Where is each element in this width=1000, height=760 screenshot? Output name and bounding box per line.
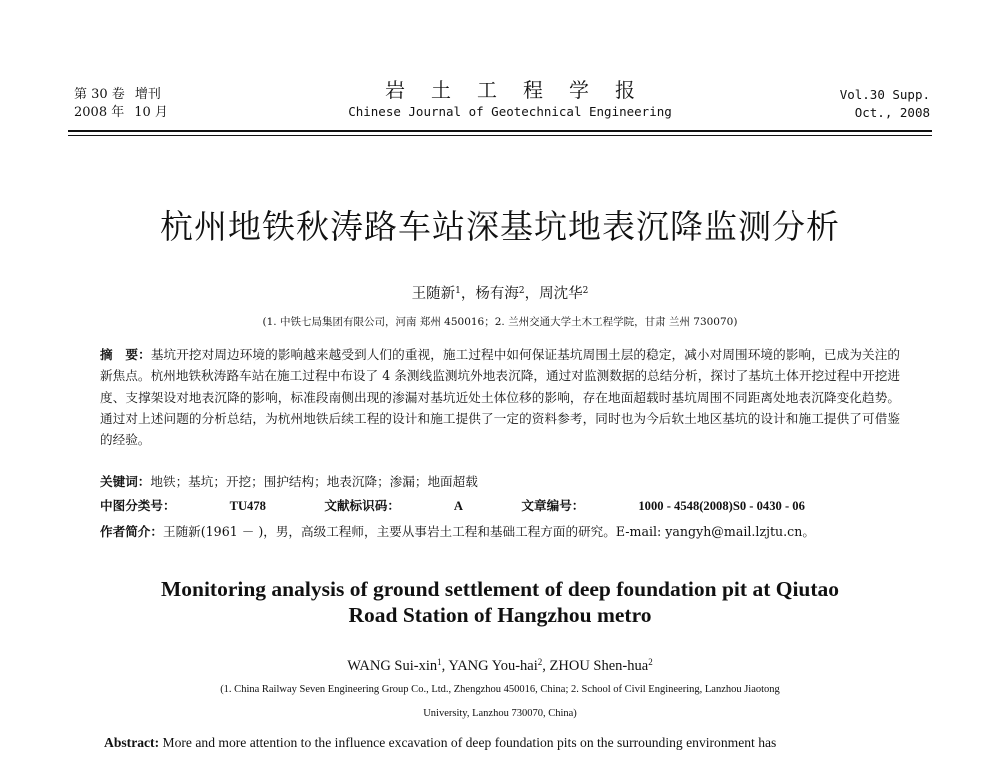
- paper-title-en-line1: Monitoring analysis of ground settlement of deep foundation pit at Qiutao: [160, 577, 840, 601]
- author-affil-mark-en: 1: [437, 657, 442, 668]
- classification-line: [100, 496, 900, 516]
- author-separator-en: ,: [542, 658, 550, 674]
- paper-title-en: [90, 576, 910, 628]
- author-affil-mark: 2: [582, 286, 589, 297]
- author-name: 周沈华: [539, 286, 583, 302]
- affiliation-zh: (1. 中铁七局集团有限公司，河南 郑州 450016；2. 兰州交通大学土木工程学院，甘肃 兰州 730070): [262, 316, 738, 328]
- header-rule-thin: [68, 135, 932, 136]
- header-left: [74, 86, 168, 122]
- author-separator: ，: [460, 286, 476, 302]
- author-name-en: ZHOU Shen-hua: [549, 658, 649, 674]
- authors-en: [0, 656, 1000, 676]
- author-affil-mark: 2: [518, 286, 525, 297]
- supp-zh: 增刊: [134, 87, 161, 102]
- abstract-zh: [100, 344, 900, 450]
- author-name: 杨有海: [475, 286, 519, 302]
- abstract-text-en: More and more attention to the influence excavation of deep foundation pits on the surrounding environment has: [159, 735, 777, 750]
- affiliation-en-line1: (1. China Railway Seven Engineering Group Co., Ltd., Zhengzhou 450016, China; 2. School of Civil Engineering, Lanzhou Jiaotong: [220, 684, 780, 695]
- author-name-en: WANG Sui-xin: [347, 658, 438, 674]
- journal-name-en: Chinese Journal of Geotechnical Engineering: [348, 104, 672, 119]
- clc-label: 中图分类号：: [100, 498, 176, 513]
- abstract-text-zh: 基坑开挖对周边环境的影响越来越受到人们的重视，施工过程中如何保证基坑周围土层的稳定，减小对周围环境的影响，已成为关注的新焦点。杭州地铁秋涛路车站在施工过程中布设了 4 条测线监测坑外地表沉降，通过对监测数据的总结分析，探讨了基坑土体开挖过程中开挖进度、支撑架设对地表沉降的影响，标准段南侧出现的渗漏对基坑近处土体位移的影响，存在地面超载时基坑周围不同距离处地表沉降变化趋势。通过对上述问题的分析总结，为杭州地铁后续工程的设计和施工提供了一定的资料参考，同时也为今后软土地区基坑的设计和施工提供了可借鉴的经验。: [100, 347, 901, 448]
- doc-code-label: 文献标识码：: [324, 498, 400, 513]
- authors-zh: [0, 284, 1000, 304]
- header-rule-thick: [68, 130, 932, 132]
- author-name-en: YANG You-hai: [448, 658, 538, 674]
- abstract-label-en: Abstract:: [104, 735, 160, 750]
- author-separator: ，: [524, 286, 540, 302]
- month-zh: 10 月: [134, 105, 168, 120]
- author-bio-text: 王随新(1961 － )，男，高级工程师，主要从事岩土工程和基础工程方面的研究。E-mail: yangyh@mail.lzjtu.cn。: [162, 524, 815, 539]
- author-name: 王随新: [411, 286, 456, 302]
- author-affil-mark: 1: [455, 286, 461, 297]
- header-right: [840, 86, 930, 122]
- article-number-value: 1000 - 4548(2008)S0 - 0430 - 06: [638, 499, 805, 513]
- header-center: [330, 78, 690, 122]
- clc-value: TU478: [229, 499, 266, 513]
- keywords-zh: [100, 472, 900, 492]
- author-bio-label: 作者简介：: [100, 524, 163, 539]
- author-bio: [100, 522, 910, 542]
- author-separator-en: ,: [441, 658, 449, 674]
- journal-name-zh: 岩土工程学报: [385, 78, 661, 102]
- volume-zh: 第 30 卷: [74, 87, 125, 102]
- keywords-text-zh: 地铁；基坑；开挖；围护结构；地表沉降；渗漏；地面超载: [150, 474, 478, 489]
- abstract-en: [104, 733, 904, 753]
- author-affil-mark-en: 2: [648, 657, 653, 668]
- paper-title-en-line2: Road Station of Hangzhou metro: [348, 603, 652, 627]
- article-number-label: 文章编号：: [521, 498, 585, 513]
- keywords-label-zh: 关键词：: [100, 474, 151, 489]
- date-en: Oct., 2008: [854, 105, 930, 120]
- paper-title-zh: 杭州地铁秋涛路车站深基坑地表沉降监测分析: [160, 207, 840, 246]
- affiliation-en-line2: University, Lanzhou 730070, China): [423, 708, 577, 719]
- author-affil-mark-en: 2: [537, 657, 543, 668]
- doc-code-value: A: [453, 499, 464, 513]
- year-zh: 2008 年: [74, 105, 125, 120]
- volume-en: Vol.30 Supp.: [839, 87, 930, 102]
- abstract-label-zh: 摘 要：: [100, 347, 151, 362]
